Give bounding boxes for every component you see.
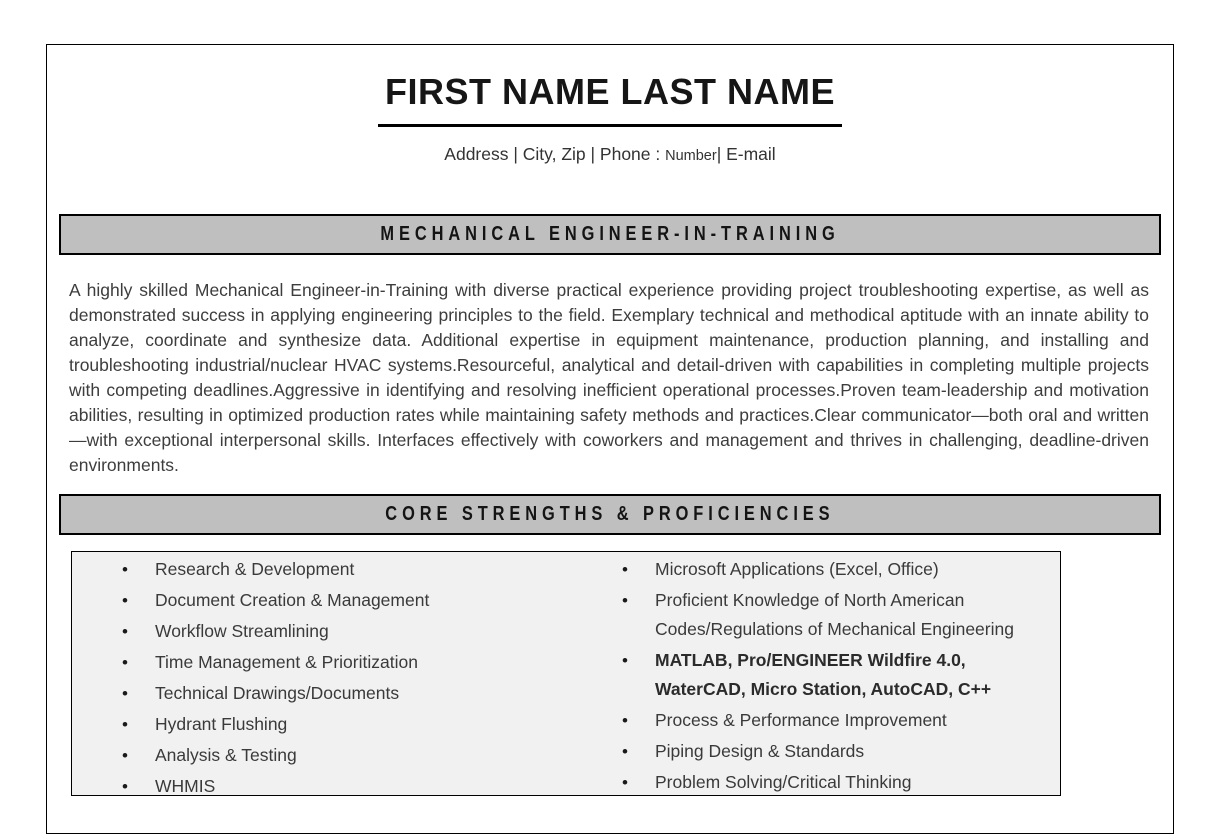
skill-text: Research & Development bbox=[155, 559, 355, 579]
bullet-icon: • bbox=[622, 560, 628, 579]
skill-text: MATLAB, Pro/ENGINEER Wildfire 4.0, WaterCAD, Micro Station, AutoCAD, C++ bbox=[655, 650, 992, 699]
bullet-icon: • bbox=[122, 653, 128, 672]
bullet-icon: • bbox=[622, 742, 628, 761]
contact-phone-number: Number bbox=[665, 148, 717, 164]
bullet-icon: • bbox=[122, 684, 128, 703]
skill-item bbox=[566, 768, 1060, 796]
contact-address-city-phone: Address | City, Zip | Phone : bbox=[444, 144, 666, 164]
skill-item bbox=[72, 617, 566, 646]
skill-text: Process & Performance Improvement bbox=[655, 710, 947, 730]
skill-item bbox=[566, 706, 1060, 735]
skills-column-right bbox=[566, 555, 1060, 795]
skill-item bbox=[72, 741, 566, 770]
summary-paragraph: A highly skilled Mechanical Engineer-in-Training with diverse practical experience providing project troubleshooting expertise, as well as demonstrated success in applying engineering principles to the field. Exemplary technical and methodical aptitude with an innate ability to analyze, coordinate and synthesize data. Additional expertise in equipment maintenance, production planning, and installing and troubleshooting industrial/nuclear HVAC systems.Resourceful, analytical and detail-driven with capabilities in completing multiple projects with competing deadlines.Aggressive in identifying and resolving inefficient operational processes.Proven team-leadership and motivation abilities, resulting in optimized production rates while maintaining safety methods and practices.Clear communicator—both oral and written—with exceptional interpersonal skills. Interfaces effectively with coworkers and management and thrives in challenging, deadline-driven environments. bbox=[69, 280, 1149, 475]
skill-text: WHMIS bbox=[155, 776, 216, 796]
skill-item bbox=[566, 586, 1060, 644]
title-underline bbox=[378, 124, 842, 127]
skill-text: Technical Drawings/Documents bbox=[155, 683, 400, 703]
bullet-icon: • bbox=[122, 560, 128, 579]
role-heading: MECHANICAL ENGINEER-IN-TRAINING bbox=[380, 223, 840, 245]
skill-item bbox=[72, 648, 566, 677]
section-banner-role bbox=[59, 214, 1161, 255]
skill-text: Workflow Streamlining bbox=[155, 621, 329, 641]
contact-line bbox=[47, 144, 1173, 166]
skill-item bbox=[566, 646, 1060, 704]
page-title: FIRST NAME LAST NAME bbox=[385, 71, 835, 112]
skill-text: Time Management & Prioritization bbox=[155, 652, 418, 672]
contact-email: | E-mail bbox=[716, 144, 776, 164]
skill-text: Analysis & Testing bbox=[155, 745, 297, 765]
bullet-icon: • bbox=[622, 651, 628, 670]
bullet-icon: • bbox=[122, 746, 128, 765]
skill-item bbox=[566, 555, 1060, 584]
skill-text: Document Creation & Management bbox=[155, 590, 430, 610]
skill-item bbox=[72, 555, 566, 584]
skills-heading: CORE STRENGTHS & PROFICIENCIES bbox=[385, 503, 835, 525]
bullet-icon: • bbox=[622, 711, 628, 730]
bullet-icon: • bbox=[122, 777, 128, 796]
skill-text: Problem Solving/Critical Thinking bbox=[655, 772, 912, 792]
bullet-icon: • bbox=[122, 591, 128, 610]
section-banner-skills bbox=[59, 494, 1161, 535]
bullet-icon: • bbox=[622, 591, 628, 610]
bullet-icon: • bbox=[622, 773, 628, 792]
resume-page bbox=[46, 44, 1174, 834]
skill-item bbox=[72, 772, 566, 796]
bullet-icon: • bbox=[122, 715, 128, 734]
skill-item bbox=[72, 679, 566, 708]
skills-panel bbox=[71, 551, 1061, 796]
skill-item bbox=[72, 710, 566, 739]
skill-text: Proficient Knowledge of North American Codes/Regulations of Mechanical Engineering bbox=[655, 590, 1014, 639]
skill-item bbox=[72, 586, 566, 615]
bullet-icon: • bbox=[122, 622, 128, 641]
skill-item bbox=[566, 737, 1060, 766]
skill-text: Hydrant Flushing bbox=[155, 714, 288, 734]
skill-text: Piping Design & Standards bbox=[655, 741, 865, 761]
skills-column-left bbox=[72, 555, 566, 795]
skill-text: Microsoft Applications (Excel, Office) bbox=[655, 559, 939, 579]
